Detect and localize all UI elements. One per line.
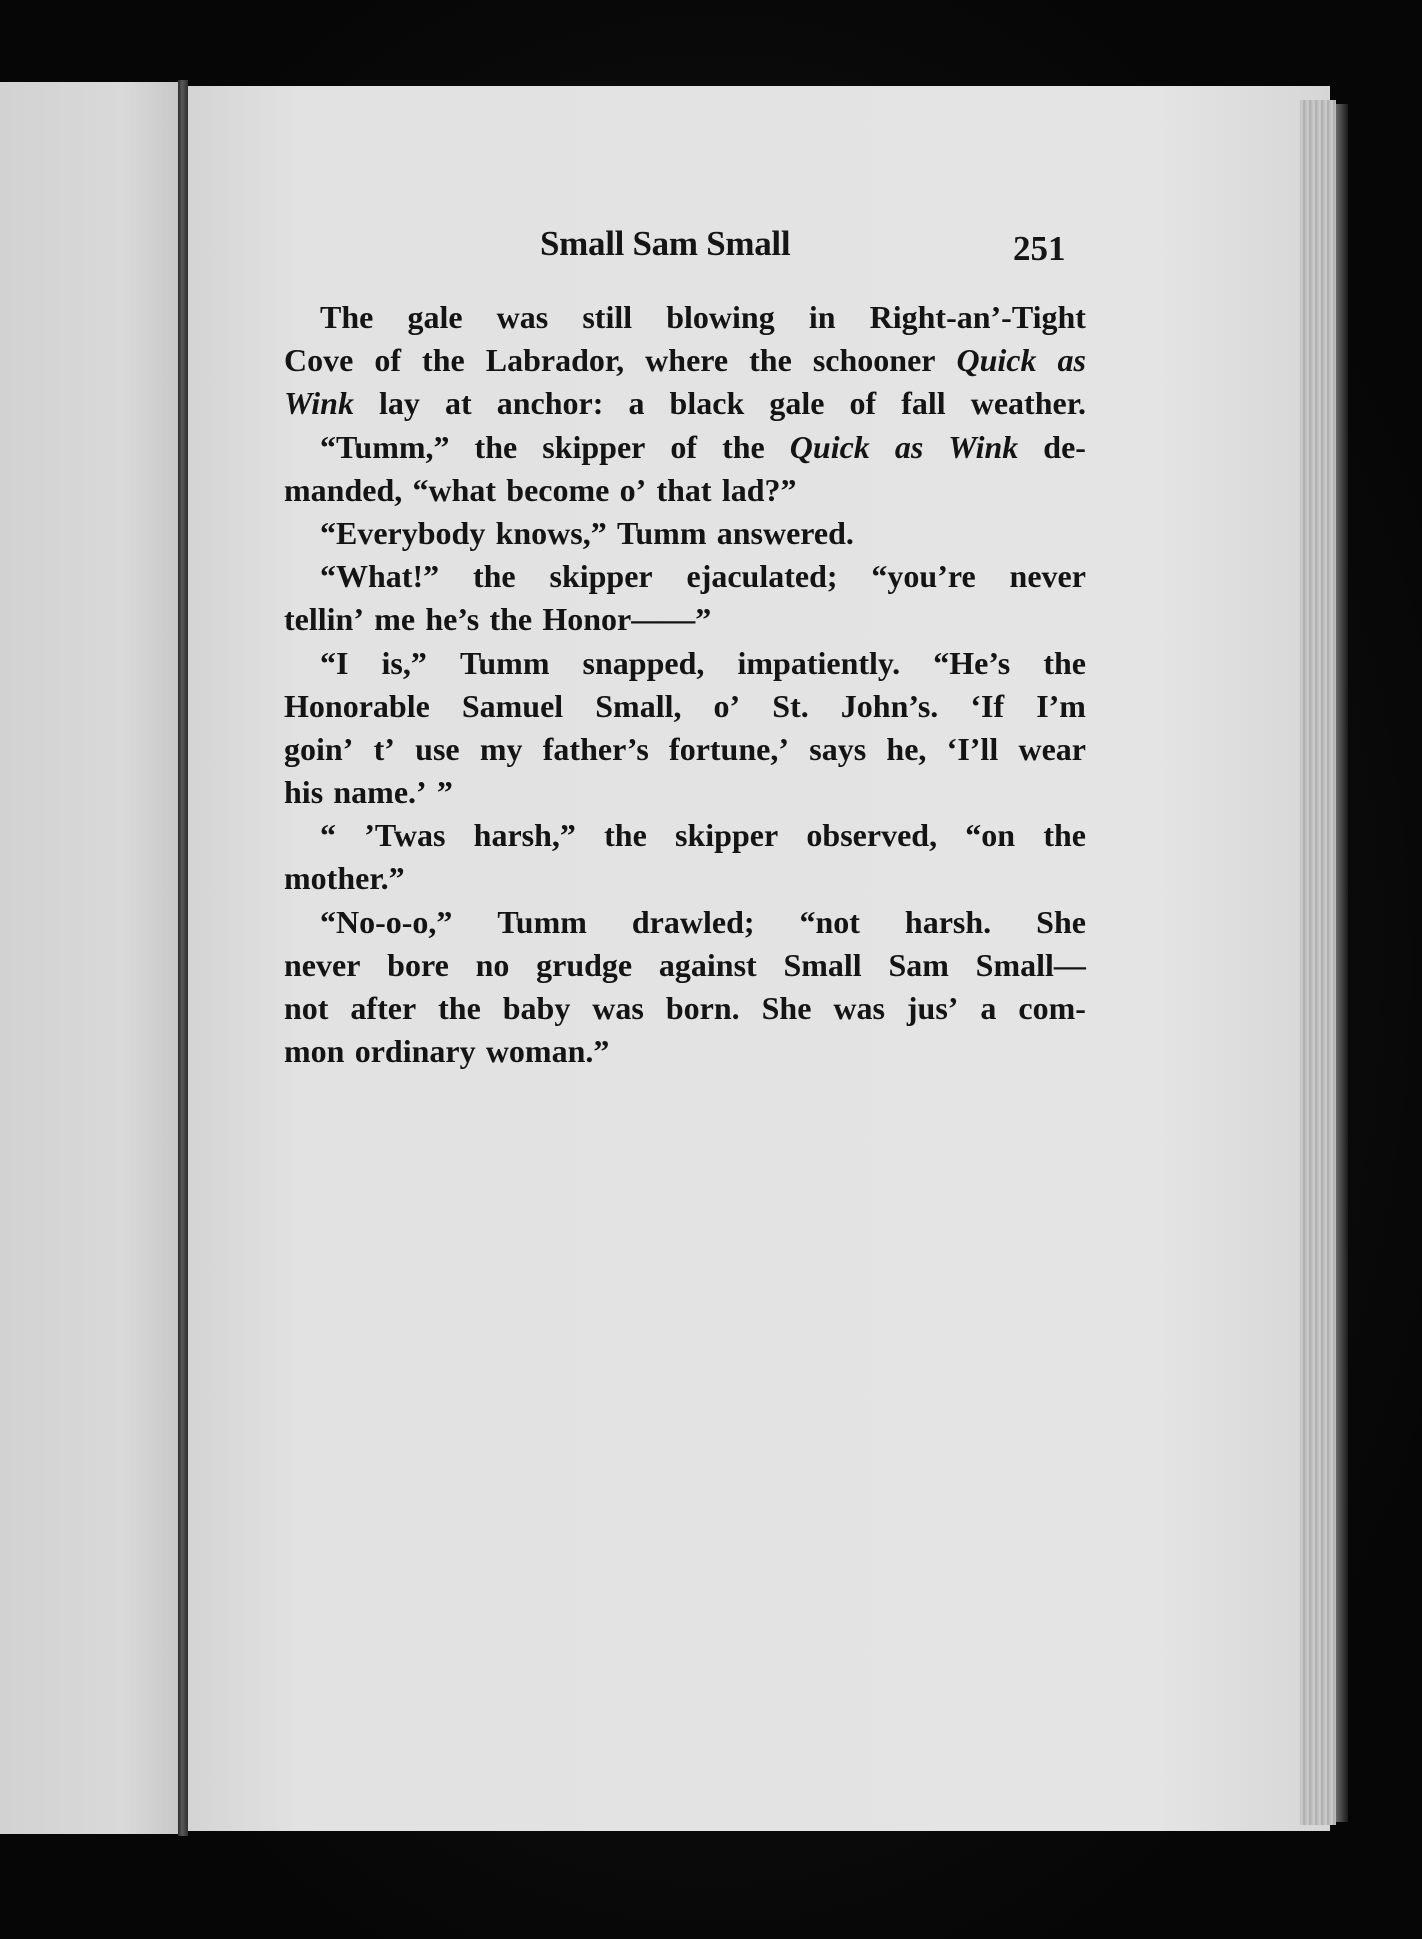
text-word: Quick [956, 342, 1037, 379]
text-word: fortune,’ [669, 730, 789, 767]
text-word: use [415, 730, 460, 767]
text-word: knows,” [495, 514, 607, 551]
text-line [284, 426, 1086, 469]
text-word: was [592, 990, 644, 1026]
text-word: “you’re [871, 558, 976, 595]
text-word: Samuel [461, 687, 564, 724]
text-line [284, 555, 1086, 598]
text-word: skipper [549, 558, 653, 595]
text-word: he, [886, 730, 927, 767]
text-word: com- [1018, 990, 1086, 1026]
text-word: the [472, 558, 516, 595]
text-word: that [656, 471, 712, 508]
text-word: Tumm [459, 644, 550, 681]
text-word: “He’s [933, 644, 1011, 681]
text-word: “No-o-o,” [320, 903, 453, 940]
text-word: against [658, 946, 757, 983]
text-word: “I [320, 644, 349, 681]
text-word: “on [965, 817, 1016, 854]
text-word: gale [769, 385, 825, 422]
text-word: schooner [812, 342, 936, 379]
text-word: Sam [888, 946, 949, 983]
text-word: after [350, 990, 417, 1026]
text-word: ” [436, 774, 453, 811]
text-word: jus’ [906, 990, 959, 1026]
text-line [284, 339, 1086, 382]
text-line [284, 901, 1086, 944]
text-word: “What!” [320, 558, 440, 595]
text-word: never [284, 946, 361, 983]
text-word: never [1009, 558, 1086, 595]
text-word: the [1043, 644, 1086, 681]
text-word: snapped, [582, 644, 705, 681]
text-word: ’Twas [364, 817, 446, 854]
text-word: of [374, 342, 401, 379]
text-word: as [894, 428, 924, 465]
text-word: harsh. [904, 903, 992, 940]
text-word: Wink [948, 428, 1019, 465]
text-word: born. [665, 990, 740, 1026]
text-word: weather. [970, 385, 1086, 422]
text-line [284, 382, 1086, 425]
text-word: “not [799, 903, 860, 940]
text-word: She [761, 990, 812, 1026]
text-word: “Everybody [320, 514, 486, 551]
text-word: his [284, 774, 324, 811]
text-word: Small, [595, 687, 682, 724]
text-word: bore [387, 946, 449, 983]
text-word: The [320, 299, 374, 335]
text-word: o’ [713, 687, 741, 724]
text-word: Small [783, 946, 862, 983]
text-word: goin’ [284, 730, 354, 767]
page-stack-edge [1300, 100, 1336, 1825]
text-line [284, 642, 1086, 685]
text-word: the [422, 342, 465, 379]
book-gutter [178, 80, 188, 1836]
text-word: ordinary [354, 1033, 476, 1070]
text-word: as [1057, 342, 1086, 379]
text-word: mother.” [284, 860, 405, 897]
text-word: Honorable [284, 687, 430, 724]
text-line [284, 296, 1086, 339]
text-word: skipper [675, 817, 779, 854]
text-word: where [645, 342, 729, 379]
text-word: name.’ [333, 774, 427, 811]
text-word: drawled; [631, 903, 755, 940]
text-word: grudge [536, 946, 633, 983]
text-line [284, 512, 1086, 555]
text-line [284, 944, 1086, 987]
text-word: woman.” [485, 1033, 610, 1070]
text-word: ‘If [970, 687, 1005, 724]
text-word: he’s [425, 601, 480, 638]
facing-page-edge [0, 82, 178, 1834]
text-word: Cove [284, 342, 354, 379]
text-line [284, 685, 1086, 728]
text-word: the [1043, 817, 1086, 854]
text-word: not [284, 990, 329, 1026]
text-word: fall [901, 385, 946, 422]
text-word: father’s [542, 730, 649, 767]
text-line [284, 814, 1086, 857]
text-word: says [809, 730, 867, 767]
text-line [284, 728, 1086, 771]
text-word: Tumm [616, 514, 707, 551]
text-word: Quick [789, 428, 870, 465]
text-line [284, 857, 1086, 900]
text-word: lad?” [721, 471, 797, 508]
text-word: St. [772, 687, 809, 724]
text-word: ‘I’ll [946, 730, 999, 767]
text-word: in [808, 299, 836, 335]
text-word: Wink [284, 385, 354, 422]
text-word: my [479, 730, 523, 767]
text-word: “Tumm,” [320, 428, 450, 465]
text-word: baby [502, 990, 571, 1026]
body-text [284, 296, 1086, 1073]
text-word: “what [412, 471, 497, 508]
text-word: the [749, 342, 792, 379]
text-word: t’ [373, 730, 395, 767]
text-word: She [1036, 903, 1086, 940]
page-stack-shadow [1336, 104, 1348, 1822]
text-word: answered. [716, 514, 854, 551]
text-word: the [489, 601, 533, 638]
text-word: gale [407, 299, 463, 335]
text-word: the [604, 817, 647, 854]
text-word: skipper [542, 428, 646, 465]
text-word: blowing [666, 299, 775, 335]
text-word: tellin’ [284, 601, 364, 638]
text-word: of [670, 428, 698, 465]
text-word: Right-an’-Tight [869, 299, 1086, 335]
text-word: Labrador, [485, 342, 625, 379]
text-word: manded, [284, 471, 403, 508]
text-word: wear [1018, 730, 1086, 767]
text-word: I’m [1036, 687, 1086, 724]
text-word: a [628, 385, 645, 422]
text-word: was [833, 990, 885, 1026]
text-word: de- [1043, 428, 1086, 465]
page-number: 251 [1013, 229, 1066, 268]
text-word: harsh,” [473, 817, 576, 854]
text-word: was [496, 299, 549, 335]
text-word: impatiently. [737, 644, 901, 681]
text-line [284, 469, 1086, 512]
text-word: no [475, 946, 510, 983]
text-word: the [438, 990, 481, 1026]
text-word: the [474, 428, 518, 465]
text-word: the [722, 428, 765, 465]
text-word: still [582, 299, 633, 335]
text-word: of [849, 385, 877, 422]
text-word: lay [379, 385, 420, 422]
text-word: observed, [806, 817, 938, 854]
text-word: John’s. [840, 687, 939, 724]
text-word: at [445, 385, 472, 422]
text-word: me [374, 601, 416, 638]
text-word: black [669, 385, 745, 422]
text-line [284, 771, 1086, 814]
text-line [284, 598, 1086, 641]
text-word: a [980, 990, 997, 1026]
text-word: ejaculated; [686, 558, 838, 595]
text-line [284, 987, 1086, 1030]
text-word: “ [320, 817, 336, 854]
text-word: o’ [619, 471, 647, 508]
text-word: Small— [975, 946, 1086, 983]
text-word: Tumm [497, 903, 587, 940]
text-word: Honor——” [542, 601, 712, 638]
text-word: anchor: [496, 385, 604, 422]
running-head: Small Sam Small [540, 224, 791, 263]
text-word: mon [284, 1033, 345, 1070]
text-word: become [506, 471, 610, 508]
text-line [284, 1030, 1086, 1073]
text-word: is,” [381, 644, 427, 681]
